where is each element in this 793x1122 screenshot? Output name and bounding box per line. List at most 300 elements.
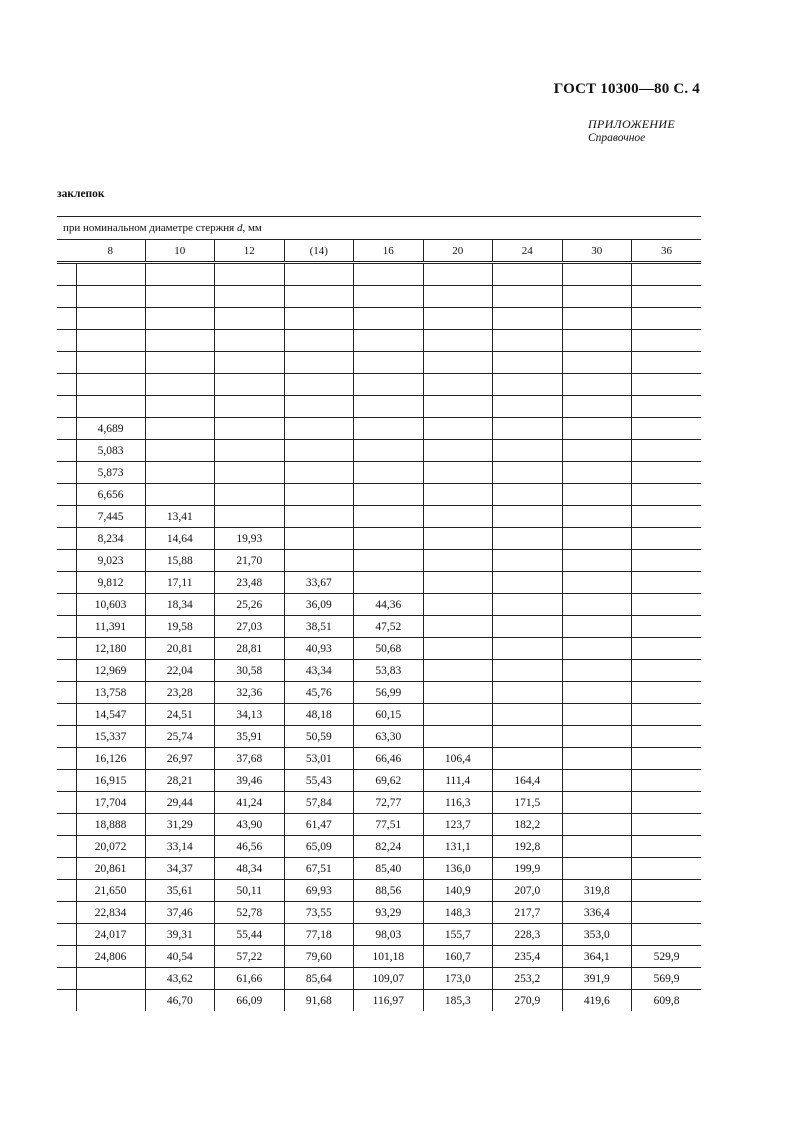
table-cell: 91,68	[284, 990, 354, 1012]
table-cell	[632, 880, 702, 902]
table-cell	[423, 682, 493, 704]
row-stub-cell	[57, 462, 76, 484]
top-header-cell	[57, 217, 701, 240]
table-cell	[423, 330, 493, 352]
table-cell: 136,0	[423, 858, 493, 880]
table-row	[57, 550, 701, 572]
table-cell	[632, 924, 702, 946]
table-cell: 19,58	[145, 616, 215, 638]
table-cell	[632, 528, 702, 550]
table-cell: 228,3	[493, 924, 563, 946]
table-cell: 31,29	[145, 814, 215, 836]
table-cell: 101,18	[354, 946, 424, 968]
table-cell: 12,969	[76, 660, 145, 682]
table-row	[57, 748, 701, 770]
table-cell: 56,99	[354, 682, 424, 704]
table-cell: 36,09	[284, 594, 354, 616]
table-cell: 419,6	[562, 990, 632, 1012]
table-cell	[562, 286, 632, 308]
table-cell: 148,3	[423, 902, 493, 924]
table-cell	[493, 506, 563, 528]
table-cell: 192,8	[493, 836, 563, 858]
row-stub-cell	[57, 286, 76, 308]
table-cell	[493, 286, 563, 308]
table-cell: 45,76	[284, 682, 354, 704]
table-cell: 43,90	[215, 814, 285, 836]
table-cell: 37,46	[145, 902, 215, 924]
table-cell: 47,52	[354, 616, 424, 638]
table-row	[57, 352, 701, 374]
table-row	[57, 330, 701, 352]
table-cell: 28,81	[215, 638, 285, 660]
table-row	[57, 418, 701, 440]
table-row	[57, 263, 701, 286]
table-cell	[284, 484, 354, 506]
table-cell: 82,24	[354, 836, 424, 858]
table-cell: 123,7	[423, 814, 493, 836]
table-cell	[562, 594, 632, 616]
table-cell: 48,34	[215, 858, 285, 880]
appendix-note	[588, 117, 675, 144]
table-row	[57, 528, 701, 550]
table-cell: 22,04	[145, 660, 215, 682]
table-cell: 88,56	[354, 880, 424, 902]
table-cell: 140,9	[423, 880, 493, 902]
table-cell	[493, 638, 563, 660]
table-cell: 155,7	[423, 924, 493, 946]
table-cell: 16,126	[76, 748, 145, 770]
table-cell: 336,4	[562, 902, 632, 924]
table-cell: 17,11	[145, 572, 215, 594]
table-cell: 160,7	[423, 946, 493, 968]
table-cell: 20,81	[145, 638, 215, 660]
table-cell	[215, 440, 285, 462]
table-cell	[493, 352, 563, 374]
column-header-cell: 36	[632, 240, 702, 263]
table-cell: 10,603	[76, 594, 145, 616]
table-cell	[632, 506, 702, 528]
table-cell	[284, 374, 354, 396]
table-cell	[632, 263, 702, 286]
table-cell: 57,84	[284, 792, 354, 814]
table-cell	[215, 308, 285, 330]
row-stub-cell	[57, 660, 76, 682]
table-cell	[284, 528, 354, 550]
table-cell	[562, 858, 632, 880]
table-cell	[632, 330, 702, 352]
table-cell	[632, 418, 702, 440]
table-cell: 17,704	[76, 792, 145, 814]
table-cell: 85,40	[354, 858, 424, 880]
table-cell	[354, 418, 424, 440]
table-cell	[632, 704, 702, 726]
table-cell	[354, 286, 424, 308]
table-cell	[423, 263, 493, 286]
table-cell	[76, 263, 145, 286]
row-stub-cell	[57, 352, 76, 374]
table-row	[57, 572, 701, 594]
table-cell: 61,66	[215, 968, 285, 990]
table-cell	[423, 726, 493, 748]
table-cell	[423, 660, 493, 682]
table-cell	[632, 902, 702, 924]
table-cell	[562, 814, 632, 836]
table-cell	[562, 308, 632, 330]
table-cell: 35,61	[145, 880, 215, 902]
table-row	[57, 682, 701, 704]
page-title: ГОСТ 10300—80 С. 4	[553, 81, 700, 97]
table-cell: 40,54	[145, 946, 215, 968]
table-cell: 185,3	[423, 990, 493, 1012]
table-cell	[562, 682, 632, 704]
table-cell	[493, 594, 563, 616]
table-cell: 66,09	[215, 990, 285, 1012]
table-cell: 11,391	[76, 616, 145, 638]
row-stub-cell	[57, 308, 76, 330]
table-cell: 18,34	[145, 594, 215, 616]
table-cell: 65,09	[284, 836, 354, 858]
table-cell: 32,36	[215, 682, 285, 704]
table-cell: 235,4	[493, 946, 563, 968]
table-cell	[562, 748, 632, 770]
table-cell: 15,88	[145, 550, 215, 572]
column-header-cell: 24	[493, 240, 563, 263]
table-cell: 24,806	[76, 946, 145, 968]
table-row	[57, 308, 701, 330]
table-cell	[493, 374, 563, 396]
table-cell	[215, 396, 285, 418]
table-cell	[76, 286, 145, 308]
table-cell: 73,55	[284, 902, 354, 924]
table-cell: 24,017	[76, 924, 145, 946]
table-cell: 25,74	[145, 726, 215, 748]
table-cell: 9,023	[76, 550, 145, 572]
table-cell: 20,072	[76, 836, 145, 858]
table-cell	[493, 263, 563, 286]
table-cell	[354, 396, 424, 418]
table-cell	[562, 616, 632, 638]
row-stub-cell	[57, 902, 76, 924]
table-cell: 171,5	[493, 792, 563, 814]
row-stub-cell	[57, 726, 76, 748]
table-cell: 24,51	[145, 704, 215, 726]
table-cell	[76, 374, 145, 396]
table-cell	[562, 440, 632, 462]
table-cell	[632, 638, 702, 660]
table-cell: 69,62	[354, 770, 424, 792]
table-cell	[562, 462, 632, 484]
table-cell	[423, 528, 493, 550]
table-cell	[354, 572, 424, 594]
table-cell: 98,03	[354, 924, 424, 946]
row-stub-cell	[57, 792, 76, 814]
table-row	[57, 638, 701, 660]
table-cell	[423, 550, 493, 572]
table-row	[57, 814, 701, 836]
table-cell	[354, 308, 424, 330]
table-row	[57, 616, 701, 638]
top-header-label: при номинальном диаметре стержня d, мм	[63, 222, 262, 234]
table-cell	[562, 374, 632, 396]
row-stub-cell	[57, 550, 76, 572]
column-header-row	[57, 240, 701, 263]
table-row	[57, 726, 701, 748]
table-cell	[354, 550, 424, 572]
table-cell: 27,03	[215, 616, 285, 638]
table-cell	[632, 594, 702, 616]
table-cell: 50,11	[215, 880, 285, 902]
table-cell	[215, 286, 285, 308]
table-row	[57, 660, 701, 682]
table-cell: 199,9	[493, 858, 563, 880]
table-cell	[493, 572, 563, 594]
table-cell: 67,51	[284, 858, 354, 880]
table-cell	[493, 396, 563, 418]
table-cell: 22,834	[76, 902, 145, 924]
table-cell	[215, 506, 285, 528]
table-cell: 34,13	[215, 704, 285, 726]
table-cell	[423, 484, 493, 506]
table-cell: 569,9	[632, 968, 702, 990]
table-cell: 63,30	[354, 726, 424, 748]
table-row	[57, 792, 701, 814]
table-cell	[423, 308, 493, 330]
appendix-label: ПРИЛОЖЕНИЕ	[588, 117, 675, 131]
table-cell: 28,21	[145, 770, 215, 792]
table-cell	[493, 418, 563, 440]
column-header-cell: 12	[215, 240, 285, 263]
table-cell	[145, 263, 215, 286]
table-cell	[562, 836, 632, 858]
table-cell	[284, 418, 354, 440]
table-cell: 353,0	[562, 924, 632, 946]
table-cell: 109,07	[354, 968, 424, 990]
table-cell	[284, 462, 354, 484]
table-cell	[284, 308, 354, 330]
table-cell: 79,60	[284, 946, 354, 968]
header-stub-cell	[57, 240, 76, 263]
table-cell	[493, 308, 563, 330]
table-cell	[354, 374, 424, 396]
table-cell: 33,67	[284, 572, 354, 594]
table-cell: 43,62	[145, 968, 215, 990]
table-cell: 4,689	[76, 418, 145, 440]
table-cell: 131,1	[423, 836, 493, 858]
table-cell	[76, 990, 145, 1012]
row-stub-cell	[57, 572, 76, 594]
table-cell	[632, 858, 702, 880]
table-cell	[284, 396, 354, 418]
table-cell: 53,01	[284, 748, 354, 770]
table-cell	[493, 616, 563, 638]
table-cell	[493, 660, 563, 682]
table-cell	[632, 550, 702, 572]
row-stub-cell	[57, 594, 76, 616]
table-row	[57, 440, 701, 462]
table-cell	[632, 748, 702, 770]
row-stub-cell	[57, 990, 76, 1012]
table-cell: 19,93	[215, 528, 285, 550]
table-cell: 253,2	[493, 968, 563, 990]
table-cell	[354, 462, 424, 484]
table-cell: 116,3	[423, 792, 493, 814]
table-cell	[493, 682, 563, 704]
table-top-header-row	[57, 217, 701, 240]
table-cell: 5,083	[76, 440, 145, 462]
table-cell	[562, 704, 632, 726]
table-cell: 207,0	[493, 880, 563, 902]
table-cell: 164,4	[493, 770, 563, 792]
table-cell	[632, 836, 702, 858]
table-cell	[76, 330, 145, 352]
table-cell: 13,41	[145, 506, 215, 528]
table-cell	[284, 352, 354, 374]
table-cell: 30,58	[215, 660, 285, 682]
table-cell: 85,64	[284, 968, 354, 990]
table-cell: 319,8	[562, 880, 632, 902]
table-row	[57, 924, 701, 946]
table-cell	[632, 462, 702, 484]
column-header-cell: 20	[423, 240, 493, 263]
table-cell	[632, 814, 702, 836]
table-cell: 77,18	[284, 924, 354, 946]
row-stub-cell	[57, 880, 76, 902]
table-cell	[423, 374, 493, 396]
table-cell	[562, 396, 632, 418]
table-cell	[423, 286, 493, 308]
table-cell: 16,915	[76, 770, 145, 792]
table-cell	[632, 792, 702, 814]
table-cell	[215, 330, 285, 352]
table-cell	[423, 506, 493, 528]
table-row	[57, 506, 701, 528]
table-cell: 529,9	[632, 946, 702, 968]
table-cell	[215, 462, 285, 484]
row-stub-cell	[57, 484, 76, 506]
table-cell	[562, 506, 632, 528]
table-row	[57, 990, 701, 1012]
table-cell	[215, 263, 285, 286]
table-cell	[632, 286, 702, 308]
table-cell	[632, 770, 702, 792]
table-cell: 39,46	[215, 770, 285, 792]
table-cell	[562, 792, 632, 814]
table-cell: 364,1	[562, 946, 632, 968]
table-cell	[145, 286, 215, 308]
table-cell: 55,43	[284, 770, 354, 792]
table-cell: 35,91	[215, 726, 285, 748]
table-cell: 609,8	[632, 990, 702, 1012]
table-cell: 37,68	[215, 748, 285, 770]
table-cell	[145, 374, 215, 396]
table-cell: 111,4	[423, 770, 493, 792]
data-table	[57, 216, 701, 1011]
table-cell	[562, 263, 632, 286]
table-cell: 182,2	[493, 814, 563, 836]
table-cell	[493, 748, 563, 770]
row-stub-cell	[57, 968, 76, 990]
table-cell	[145, 418, 215, 440]
table-cell	[632, 726, 702, 748]
table-cell	[284, 550, 354, 572]
table-cell: 8,234	[76, 528, 145, 550]
table-cell: 93,29	[354, 902, 424, 924]
table-cell: 46,70	[145, 990, 215, 1012]
table-cell: 270,9	[493, 990, 563, 1012]
table-cell	[632, 374, 702, 396]
table-cell: 173,0	[423, 968, 493, 990]
table-cell	[562, 638, 632, 660]
table-cell	[632, 352, 702, 374]
table-row	[57, 946, 701, 968]
table-row	[57, 286, 701, 308]
table-cell	[423, 440, 493, 462]
table-cell	[632, 396, 702, 418]
table-cell: 61,47	[284, 814, 354, 836]
table-cell	[284, 263, 354, 286]
row-stub-cell	[57, 330, 76, 352]
table-cell: 5,873	[76, 462, 145, 484]
row-stub-cell	[57, 748, 76, 770]
table-cell: 50,59	[284, 726, 354, 748]
table-cell	[284, 440, 354, 462]
table-cell	[215, 352, 285, 374]
row-stub-cell	[57, 770, 76, 792]
table-cell	[562, 484, 632, 506]
table-cell	[493, 440, 563, 462]
table-cell	[562, 330, 632, 352]
row-stub-cell	[57, 924, 76, 946]
table-cell	[145, 352, 215, 374]
table-cell: 391,9	[562, 968, 632, 990]
table-cell: 57,22	[215, 946, 285, 968]
table-cell: 60,15	[354, 704, 424, 726]
column-header-cell: 10	[145, 240, 215, 263]
table-caption: заклепок	[57, 188, 105, 200]
table-cell	[562, 726, 632, 748]
table-cell	[354, 263, 424, 286]
row-stub-cell	[57, 682, 76, 704]
table-cell	[493, 726, 563, 748]
table-cell	[354, 440, 424, 462]
table-cell	[145, 396, 215, 418]
table-cell: 6,656	[76, 484, 145, 506]
table-row	[57, 836, 701, 858]
table-cell: 14,547	[76, 704, 145, 726]
table-cell	[493, 462, 563, 484]
table-cell	[215, 374, 285, 396]
table-cell	[493, 484, 563, 506]
column-header-cell: 30	[562, 240, 632, 263]
table-cell: 18,888	[76, 814, 145, 836]
table-cell	[493, 330, 563, 352]
table-cell	[145, 330, 215, 352]
table-cell: 38,51	[284, 616, 354, 638]
table-cell: 43,34	[284, 660, 354, 682]
row-stub-cell	[57, 263, 76, 286]
table-cell: 12,180	[76, 638, 145, 660]
row-stub-cell	[57, 418, 76, 440]
table-cell	[423, 396, 493, 418]
table-row	[57, 462, 701, 484]
row-stub-cell	[57, 836, 76, 858]
row-stub-cell	[57, 506, 76, 528]
table-cell	[423, 572, 493, 594]
table-cell	[562, 352, 632, 374]
table-cell	[423, 352, 493, 374]
table-cell	[284, 330, 354, 352]
table-cell: 14,64	[145, 528, 215, 550]
